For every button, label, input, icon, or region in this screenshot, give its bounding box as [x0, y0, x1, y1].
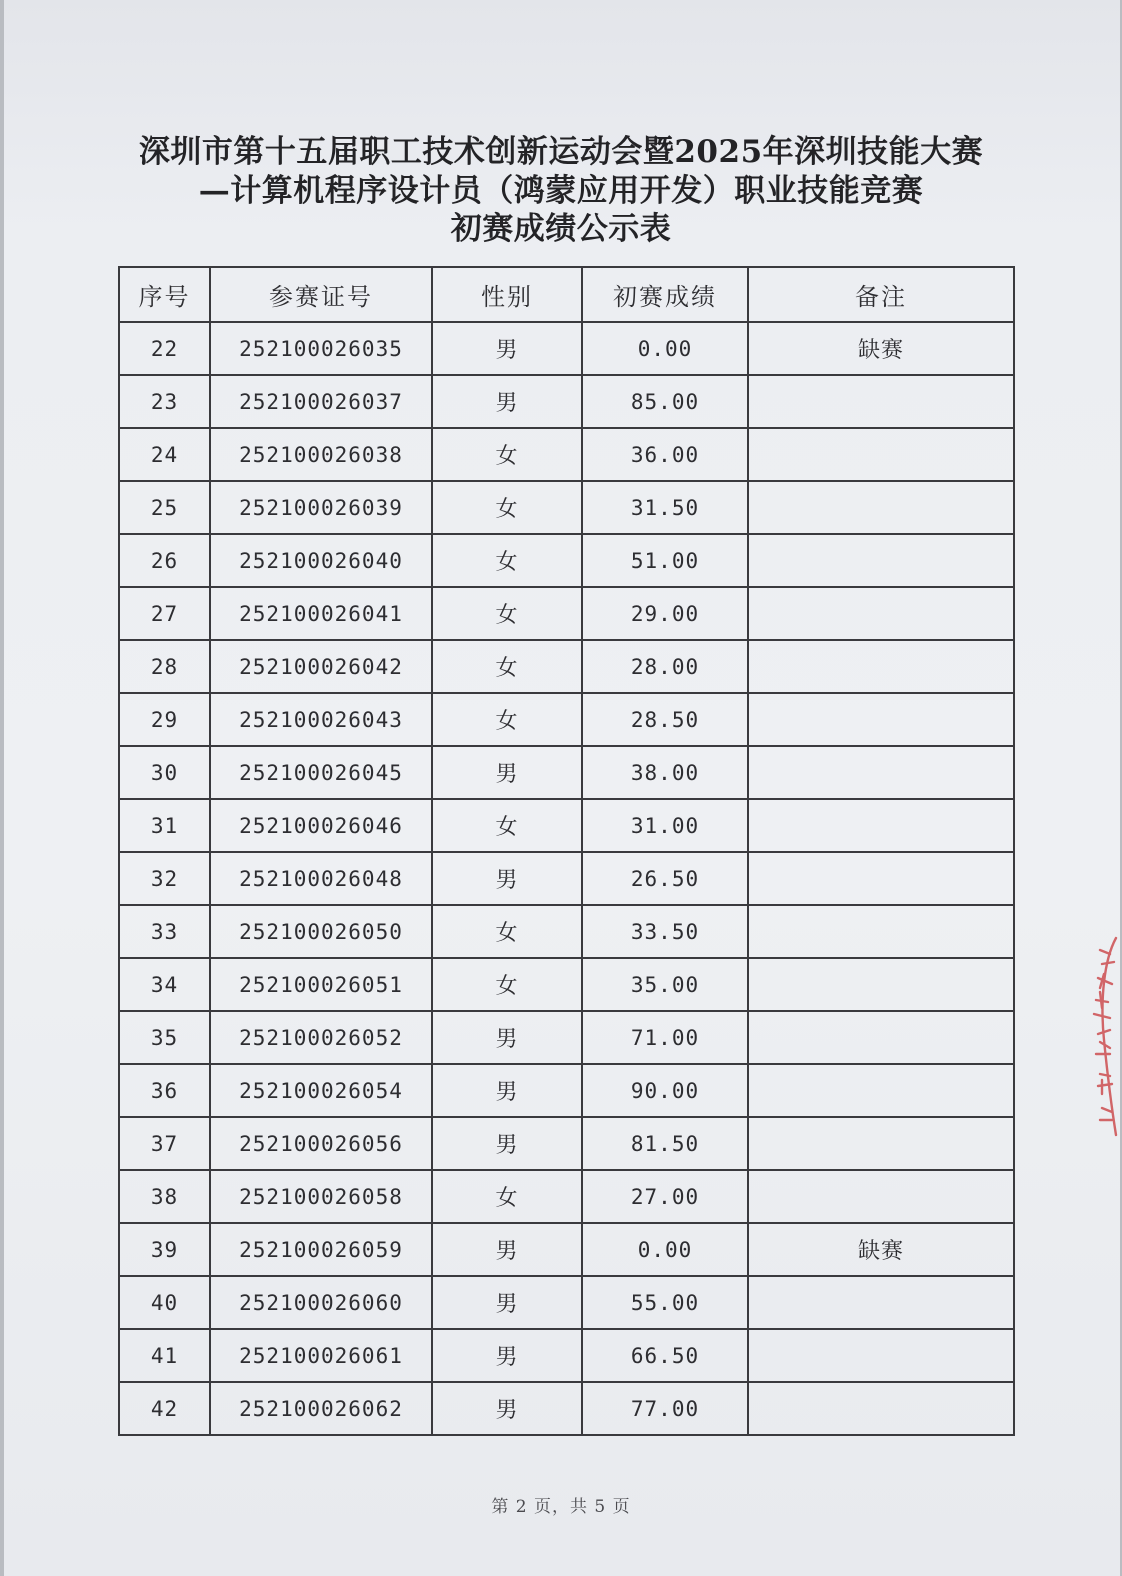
cell-note — [748, 534, 1014, 587]
table-row — [119, 1064, 1014, 1117]
cell-seq: 37 — [119, 1117, 210, 1170]
table-row — [119, 481, 1014, 534]
cell-note — [748, 958, 1014, 1011]
cell-note — [748, 640, 1014, 693]
cell-gender: 女 — [432, 481, 582, 534]
cell-gender: 男 — [432, 375, 582, 428]
cell-id: 252100026062 — [210, 1382, 432, 1435]
table-row — [119, 1329, 1014, 1382]
table-row — [119, 1117, 1014, 1170]
table-row — [119, 852, 1014, 905]
cell-score: 90.00 — [582, 1064, 748, 1117]
cell-id: 252100026035 — [210, 322, 432, 375]
cell-gender: 女 — [432, 640, 582, 693]
cell-seq: 39 — [119, 1223, 210, 1276]
cell-id: 252100026046 — [210, 799, 432, 852]
cell-score: 0.00 — [582, 1223, 748, 1276]
cell-id: 252100026037 — [210, 375, 432, 428]
cell-seq: 28 — [119, 640, 210, 693]
cell-note — [748, 1064, 1014, 1117]
page-number: 第 2 页，共 5 页 — [491, 1497, 631, 1517]
cell-score: 33.50 — [582, 905, 748, 958]
cell-gender: 女 — [432, 693, 582, 746]
cell-gender: 男 — [432, 1329, 582, 1382]
header-seq: 序号 — [119, 267, 210, 322]
cell-note — [748, 799, 1014, 852]
cell-gender: 男 — [432, 1223, 582, 1276]
cell-score: 51.00 — [582, 534, 748, 587]
table-row — [119, 746, 1014, 799]
document-title-line-1: 深圳市第十五届职工技术创新运动会暨2025年深圳技能大赛 — [138, 134, 984, 170]
cell-note: 缺赛 — [748, 1223, 1014, 1276]
cell-gender: 男 — [432, 322, 582, 375]
cell-gender: 女 — [432, 905, 582, 958]
table-row — [119, 640, 1014, 693]
cell-note — [748, 1329, 1014, 1382]
header-gender: 性别 — [432, 267, 582, 322]
cell-id: 252100026043 — [210, 693, 432, 746]
cell-note — [748, 1382, 1014, 1435]
cell-seq: 31 — [119, 799, 210, 852]
header-score: 初赛成绩 — [582, 267, 748, 322]
cell-seq: 26 — [119, 534, 210, 587]
cell-gender: 女 — [432, 799, 582, 852]
cell-gender: 男 — [432, 746, 582, 799]
document-title-line-3: 初赛成绩公示表 — [450, 211, 672, 247]
table-row — [119, 322, 1014, 375]
cell-note — [748, 481, 1014, 534]
cell-seq: 29 — [119, 693, 210, 746]
table-row — [119, 905, 1014, 958]
cell-seq: 36 — [119, 1064, 210, 1117]
cell-gender: 女 — [432, 534, 582, 587]
cell-id: 252100026058 — [210, 1170, 432, 1223]
cell-seq: 34 — [119, 958, 210, 1011]
cell-gender: 女 — [432, 587, 582, 640]
table-row — [119, 534, 1014, 587]
cell-score: 31.00 — [582, 799, 748, 852]
cell-seq: 33 — [119, 905, 210, 958]
cell-gender: 女 — [432, 428, 582, 481]
cell-seq: 22 — [119, 322, 210, 375]
cell-seq: 27 — [119, 587, 210, 640]
cell-note — [748, 693, 1014, 746]
table-row — [119, 375, 1014, 428]
cell-id: 252100026059 — [210, 1223, 432, 1276]
cell-seq: 24 — [119, 428, 210, 481]
cell-score: 31.50 — [582, 481, 748, 534]
cell-gender: 男 — [432, 1276, 582, 1329]
cell-note — [748, 375, 1014, 428]
cell-score: 27.00 — [582, 1170, 748, 1223]
cell-score: 0.00 — [582, 322, 748, 375]
cell-score: 38.00 — [582, 746, 748, 799]
cell-seq: 35 — [119, 1011, 210, 1064]
cell-id: 252100026045 — [210, 746, 432, 799]
cell-id: 252100026060 — [210, 1276, 432, 1329]
table-row — [119, 428, 1014, 481]
cell-id: 252100026039 — [210, 481, 432, 534]
cell-score: 55.00 — [582, 1276, 748, 1329]
cell-score: 85.00 — [582, 375, 748, 428]
cell-gender: 女 — [432, 958, 582, 1011]
cell-note — [748, 905, 1014, 958]
cell-score: 29.00 — [582, 587, 748, 640]
cell-score: 35.00 — [582, 958, 748, 1011]
table-header-row — [119, 267, 1014, 322]
table-row — [119, 1223, 1014, 1276]
table-body — [119, 322, 1014, 1435]
cell-score: 81.50 — [582, 1117, 748, 1170]
cell-id: 252100026038 — [210, 428, 432, 481]
cell-score: 26.50 — [582, 852, 748, 905]
cell-id: 252100026054 — [210, 1064, 432, 1117]
cell-id: 252100026061 — [210, 1329, 432, 1382]
cell-gender: 男 — [432, 852, 582, 905]
cell-id: 252100026042 — [210, 640, 432, 693]
scores-table — [118, 266, 1015, 1436]
cell-seq: 38 — [119, 1170, 210, 1223]
cell-seq: 30 — [119, 746, 210, 799]
cell-note — [748, 1011, 1014, 1064]
cell-seq: 23 — [119, 375, 210, 428]
cell-note — [748, 852, 1014, 905]
cell-id: 252100026056 — [210, 1117, 432, 1170]
cell-gender: 男 — [432, 1117, 582, 1170]
cell-id: 252100026041 — [210, 587, 432, 640]
cell-id: 252100026051 — [210, 958, 432, 1011]
document-title-line-2: —计算机程序设计员（鸿蒙应用开发）职业技能竞赛 — [198, 173, 924, 209]
table-row — [119, 1276, 1014, 1329]
cell-note — [748, 746, 1014, 799]
seal-stamp-fragment — [1082, 930, 1122, 1140]
cell-id: 252100026040 — [210, 534, 432, 587]
cell-gender: 男 — [432, 1382, 582, 1435]
table-row — [119, 693, 1014, 746]
cell-gender: 男 — [432, 1011, 582, 1064]
table-row — [119, 1011, 1014, 1064]
cell-seq: 40 — [119, 1276, 210, 1329]
table-row — [119, 587, 1014, 640]
cell-score: 77.00 — [582, 1382, 748, 1435]
cell-score: 71.00 — [582, 1011, 748, 1064]
table-row — [119, 799, 1014, 852]
table-row — [119, 1382, 1014, 1435]
cell-id: 252100026048 — [210, 852, 432, 905]
cell-seq: 42 — [119, 1382, 210, 1435]
cell-note — [748, 428, 1014, 481]
cell-score: 28.00 — [582, 640, 748, 693]
table-row — [119, 1170, 1014, 1223]
cell-id: 252100026052 — [210, 1011, 432, 1064]
cell-note — [748, 1276, 1014, 1329]
cell-note — [748, 1170, 1014, 1223]
table-row — [119, 958, 1014, 1011]
cell-score: 36.00 — [582, 428, 748, 481]
header-id: 参赛证号 — [210, 267, 432, 322]
cell-id: 252100026050 — [210, 905, 432, 958]
cell-score: 66.50 — [582, 1329, 748, 1382]
cell-seq: 32 — [119, 852, 210, 905]
cell-gender: 男 — [432, 1064, 582, 1117]
header-note: 备注 — [748, 267, 1014, 322]
cell-seq: 25 — [119, 481, 210, 534]
cell-gender: 女 — [432, 1170, 582, 1223]
cell-score: 28.50 — [582, 693, 748, 746]
cell-note: 缺赛 — [748, 322, 1014, 375]
cell-note — [748, 1117, 1014, 1170]
cell-seq: 41 — [119, 1329, 210, 1382]
cell-note — [748, 587, 1014, 640]
